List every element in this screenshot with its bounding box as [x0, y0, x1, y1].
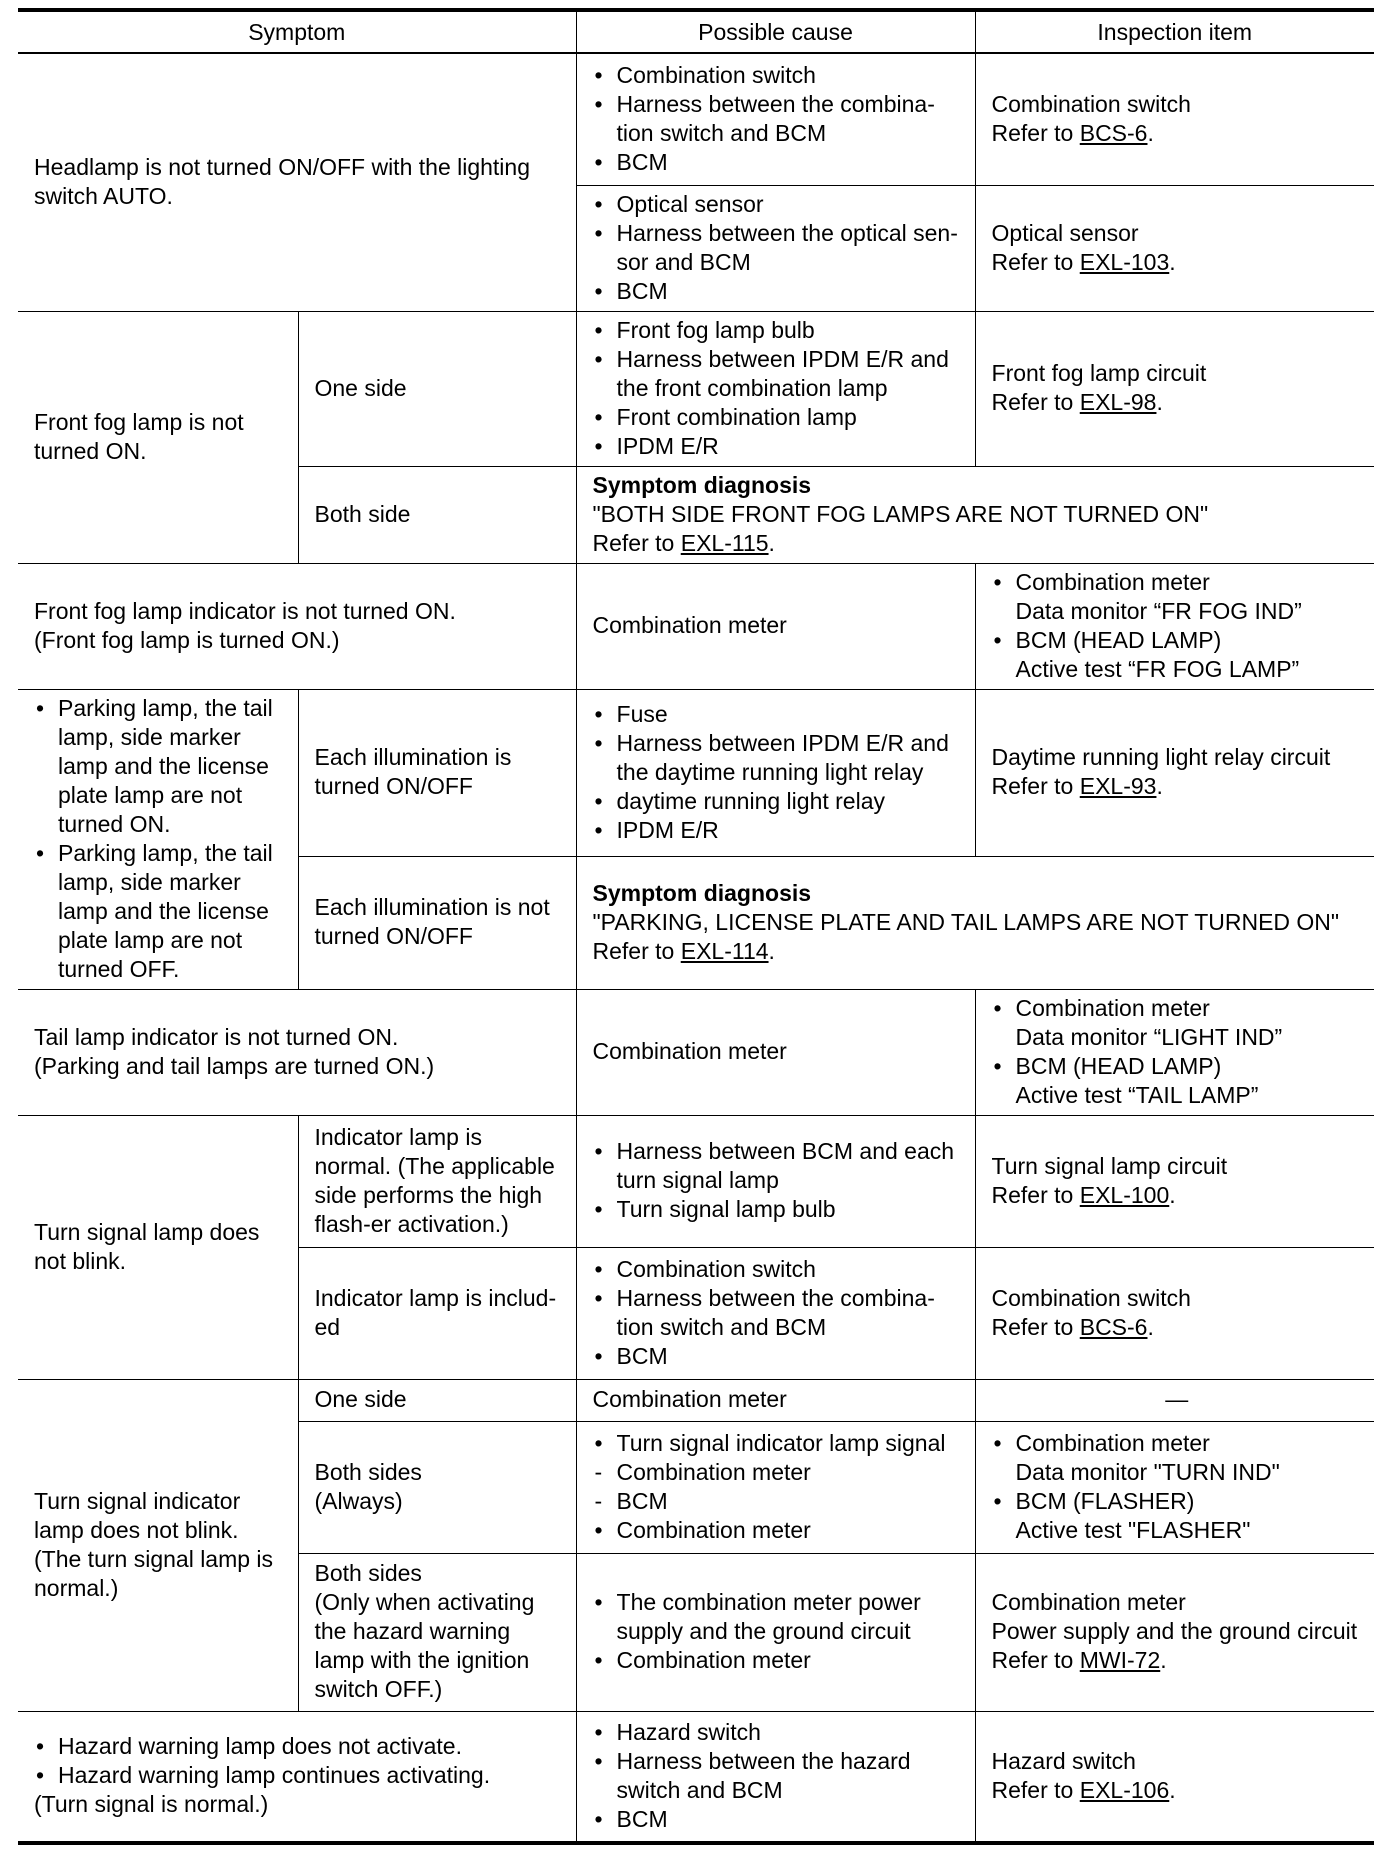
condition-text: Both sides — [314, 1458, 422, 1485]
reference-link[interactable]: EXL-100 — [1079, 1181, 1170, 1208]
table-row — [18, 1711, 1374, 1843]
inspection-title: Optical sensor — [991, 219, 1139, 246]
condition-text: One side — [314, 1386, 407, 1412]
bullet-text: BCM — [616, 1487, 668, 1514]
bullet-item — [34, 1761, 564, 1790]
cause-text: Combination meter — [592, 612, 787, 638]
bullet-item — [593, 1516, 963, 1545]
inspection-title: Turn signal lamp circuit — [991, 1152, 1228, 1179]
bullet-item — [593, 277, 963, 306]
inspection-cell — [975, 311, 1374, 466]
bullet-mark: • — [594, 700, 603, 727]
condition-cell — [298, 1379, 576, 1421]
cause-cell — [576, 989, 975, 1115]
bullet-item — [593, 345, 963, 403]
condition-text: Indicator lamp is normal. (The applicable side performs the high flash-er activation.) — [314, 1123, 555, 1237]
refer-to-label: Refer to — [592, 937, 681, 964]
bullet-mark: • — [594, 403, 603, 430]
bullet-mark: • — [36, 1762, 45, 1789]
diagnosis-sheet — [18, 8, 1374, 1845]
bullet-mark: • — [36, 694, 45, 721]
bullet-item — [593, 1747, 963, 1805]
bullet-mark: • — [594, 316, 603, 343]
inspection-title: Combination switch — [991, 1284, 1191, 1311]
inspection-cell — [975, 185, 1374, 311]
reference-link[interactable]: BCS-6 — [1079, 1313, 1148, 1340]
condition-text: One side — [314, 374, 407, 401]
inspection-subtitle: Power supply and the ground circuit — [991, 1618, 1358, 1644]
diagnosis-cell — [576, 466, 1374, 563]
bullet-mark: • — [594, 1284, 603, 1311]
refer-to-label: Refer to — [991, 119, 1080, 146]
bullet-text: Harness between the combina-tion switch and BCM — [616, 1284, 935, 1340]
reference-link[interactable]: EXL-115 — [680, 529, 769, 556]
bullet-text: Hazard warning lamp continues activating. — [58, 1762, 491, 1789]
bullet-text: BCM — [616, 1805, 668, 1832]
reference-link[interactable]: EXL-98 — [1079, 389, 1157, 415]
inspection-cell — [975, 1247, 1374, 1379]
condition-text: Both sides — [314, 1560, 422, 1586]
condition-cell — [298, 1115, 576, 1247]
symptom-list — [34, 1732, 564, 1790]
period: . — [1169, 1776, 1176, 1803]
reference-link[interactable]: EXL-103 — [1079, 248, 1170, 275]
cause-text: Combination meter — [592, 1038, 787, 1064]
inspection-detail: Data monitor “FR FOG IND” — [1015, 597, 1302, 624]
bullet-text: daytime running light relay — [616, 787, 885, 814]
bullet-mark: - — [594, 1487, 603, 1514]
bullet-text: BCM — [616, 148, 668, 175]
inspection-title: Combination meter — [1015, 994, 1210, 1021]
bullet-mark: • — [993, 1052, 1002, 1079]
bullet-mark: • — [594, 1255, 603, 1282]
bullet-item — [593, 61, 963, 90]
refer-to-label: Refer to — [991, 1313, 1080, 1340]
symptom-cell — [18, 563, 576, 689]
period: . — [1156, 389, 1163, 415]
bullet-item — [593, 190, 963, 219]
bullet-text: Harness between the optical sen-sor and BCM — [616, 219, 958, 275]
inspection-title: Combination switch — [991, 90, 1191, 117]
condition-cell — [298, 1421, 576, 1553]
inspection-item — [992, 568, 1363, 626]
bullet-mark: • — [594, 1429, 603, 1456]
bullet-text: Hazard switch — [616, 1718, 761, 1745]
bullet-item — [593, 90, 963, 148]
inspection-cell — [975, 1379, 1374, 1421]
period: . — [1147, 119, 1154, 146]
bullet-item — [593, 1718, 963, 1747]
bullet-item — [593, 787, 963, 816]
refer-to-label: Refer to — [991, 773, 1080, 800]
inspection-item — [992, 626, 1363, 684]
bullet-item — [593, 816, 963, 845]
inspection-cell — [975, 53, 1374, 185]
bullet-mark: • — [594, 1516, 603, 1543]
cause-cell — [576, 185, 975, 311]
bullet-mark: • — [594, 219, 603, 246]
cause-list — [593, 1588, 963, 1675]
bullet-item — [593, 1805, 963, 1834]
bullet-item — [593, 1342, 963, 1371]
bullet-mark: • — [594, 816, 603, 843]
bullet-mark: • — [594, 729, 603, 756]
inspection-list — [992, 994, 1363, 1110]
period: . — [1160, 1647, 1167, 1673]
symptom-note: (The turn signal lamp is normal.) — [34, 1545, 274, 1601]
cause-cell — [576, 1115, 975, 1247]
refer-to-label: Refer to — [592, 529, 681, 556]
symptom-note: (Parking and tail lamps are turned ON.) — [34, 1052, 435, 1079]
bullet-text: Harness between the hazard switch and BCM — [616, 1747, 911, 1803]
condition-text: Each illumination is turned ON/OFF — [314, 744, 512, 800]
inspection-item — [992, 1429, 1363, 1487]
bullet-text: Optical sensor — [616, 190, 764, 217]
inspection-cell — [975, 1421, 1374, 1553]
cause-header: Possible cause — [576, 10, 975, 53]
bullet-item — [593, 1588, 963, 1646]
symptom-cell — [18, 689, 298, 989]
symptom-header: Symptom — [18, 10, 576, 53]
table-row — [18, 563, 1374, 689]
inspection-title: Daytime running light relay circuit — [991, 744, 1331, 771]
bullet-mark: • — [993, 1487, 1002, 1514]
bullet-text: Turn signal indicator lamp signal — [616, 1429, 946, 1456]
inspection-item — [992, 1052, 1363, 1110]
cause-list — [593, 190, 963, 306]
bullet-text: Combination meter — [616, 1516, 811, 1543]
bullet-text: The combination meter power supply and the ground circuit — [616, 1589, 921, 1644]
symptom-diagnosis-label: Symptom diagnosis — [592, 879, 812, 906]
bullet-mark: • — [36, 839, 45, 866]
period: . — [1169, 1181, 1176, 1208]
inspection-item — [992, 994, 1363, 1052]
condition-text: Both side — [314, 500, 411, 527]
bullet-text: Combination switch — [616, 61, 816, 88]
bullet-text: Front combination lamp — [616, 403, 857, 430]
symptom-cell — [18, 311, 298, 563]
condition-cell — [298, 311, 576, 466]
bullet-text: Combination meter — [616, 1458, 811, 1485]
bullet-item — [593, 316, 963, 345]
cause-list — [593, 61, 963, 177]
reference-link[interactable]: EXL-106 — [1079, 1776, 1170, 1803]
symptom-text: Tail lamp indicator is not turned ON. — [34, 1023, 399, 1050]
refer-to-label: Refer to — [991, 1647, 1080, 1673]
condition-text: Each illumination is not turned ON/OFF — [314, 894, 550, 950]
inspection-detail: Active test "FLASHER" — [1015, 1516, 1251, 1543]
bullet-mark: • — [594, 432, 603, 459]
bullet-mark: • — [594, 1342, 603, 1369]
refer-to-label: Refer to — [991, 1776, 1080, 1803]
bullet-item — [34, 1732, 564, 1761]
bullet-text: IPDM E/R — [616, 432, 719, 459]
condition-note: (Only when activating the hazard warning lamp with the ignition switch OFF.) — [314, 1589, 535, 1702]
symptom-text: Front fog lamp is not turned ON. — [34, 408, 244, 464]
bullet-item — [34, 839, 286, 984]
bullet-mark: • — [594, 148, 603, 175]
inspection-detail: Active test “TAIL LAMP” — [1015, 1081, 1259, 1108]
bullet-item — [593, 1429, 963, 1458]
bullet-text: Parking lamp, the tail lamp, side marker lamp and the license plate lamp are not turned ON. — [58, 694, 273, 837]
inspection-header: Inspection item — [975, 10, 1374, 53]
period: . — [1147, 1313, 1154, 1340]
symptom-cell — [18, 1379, 298, 1711]
bullet-mark: • — [594, 1718, 603, 1745]
bullet-item — [593, 219, 963, 277]
bullet-text: Hazard warning lamp does not activate. — [58, 1733, 462, 1760]
inspection-detail: Data monitor “LIGHT IND” — [1015, 1023, 1283, 1050]
symptom-cell — [18, 1115, 298, 1379]
cause-list — [593, 1429, 963, 1545]
symptom-note: (Front fog lamp is turned ON.) — [34, 626, 340, 653]
bullet-mark: • — [594, 1747, 603, 1774]
bullet-item — [593, 729, 963, 787]
bullet-item — [593, 1646, 963, 1675]
bullet-text: Turn signal lamp bulb — [616, 1196, 836, 1222]
cause-cell — [576, 53, 975, 185]
bullet-text: Harness between IPDM E/R and the daytime running light relay — [616, 729, 949, 785]
bullet-mark: • — [594, 277, 603, 304]
diagnosis-quote: "PARKING, LICENSE PLATE AND TAIL LAMPS ARE NOT TURNED ON" — [592, 908, 1340, 935]
bullet-mark: • — [594, 190, 603, 217]
inspection-title: Combination meter — [991, 1589, 1186, 1615]
reference-link[interactable]: EXL-114 — [680, 937, 769, 964]
bullet-text: Combination switch — [616, 1255, 816, 1282]
inspection-cell — [975, 689, 1374, 856]
inspection-title: Combination meter — [1015, 1429, 1210, 1456]
cause-cell — [576, 1421, 975, 1553]
bullet-text: Front fog lamp bulb — [616, 316, 815, 343]
bullet-text: Harness between IPDM E/R and the front combination lamp — [616, 345, 949, 401]
bullet-mark: • — [594, 1805, 603, 1832]
inspection-cell — [975, 989, 1374, 1115]
bullet-item — [593, 700, 963, 729]
cause-text: Combination meter — [592, 1386, 787, 1412]
cause-list — [593, 316, 963, 461]
table-row — [18, 989, 1374, 1115]
bullet-item — [593, 1195, 963, 1224]
symptom-cell — [18, 989, 576, 1115]
period: . — [768, 529, 775, 556]
symptom-text: Front fog lamp indicator is not turned ON. — [34, 597, 456, 624]
bullet-item — [593, 1284, 963, 1342]
bullet-text: Parking lamp, the tail lamp, side marker lamp and the license plate lamp are not turned OFF. — [58, 839, 273, 982]
cause-list — [593, 700, 963, 845]
cause-cell — [576, 1379, 975, 1421]
symptom-table — [18, 8, 1374, 1845]
cause-cell — [576, 689, 975, 856]
reference-link[interactable]: BCS-6 — [1079, 119, 1148, 146]
diagnosis-quote: "BOTH SIDE FRONT FOG LAMPS ARE NOT TURNED ON" — [592, 500, 1209, 527]
cause-list — [593, 1255, 963, 1371]
bullet-mark: • — [36, 1733, 45, 1760]
table-row — [18, 311, 1374, 466]
bullet-mark: - — [594, 1458, 603, 1485]
inspection-title: BCM (HEAD LAMP) — [1015, 1052, 1222, 1079]
bullet-mark: • — [594, 1589, 603, 1615]
refer-to-label: Refer to — [991, 248, 1080, 275]
bullet-text: Fuse — [616, 700, 668, 727]
table-row — [18, 689, 1374, 856]
condition-note: (Always) — [314, 1487, 403, 1514]
inspection-list — [992, 568, 1363, 684]
condition-cell — [298, 1247, 576, 1379]
period: . — [1169, 248, 1176, 275]
bullet-mark: • — [594, 61, 603, 88]
bullet-text: Harness between the combina-tion switch and BCM — [616, 90, 935, 146]
symptom-text: Turn signal indicator lamp does not blink. — [34, 1487, 241, 1543]
bullet-item — [34, 694, 286, 839]
symptom-note: (Turn signal is normal.) — [34, 1791, 269, 1818]
bullet-mark: • — [594, 787, 603, 814]
bullet-mark: • — [594, 1196, 603, 1222]
symptom-diagnosis-label: Symptom diagnosis — [592, 471, 812, 498]
bullet-mark: • — [993, 994, 1002, 1021]
bullet-text: Harness between BCM and each turn signal lamp — [616, 1138, 955, 1193]
condition-cell — [298, 1553, 576, 1711]
table-row — [18, 1115, 1374, 1247]
bullet-mark: • — [594, 1647, 603, 1673]
inspection-cell — [975, 1711, 1374, 1843]
inspection-cell — [975, 1115, 1374, 1247]
bullet-item — [593, 432, 963, 461]
inspection-detail: Data monitor "TURN IND" — [1015, 1458, 1280, 1485]
table-row — [18, 1379, 1374, 1421]
bullet-item — [593, 1137, 963, 1195]
inspection-title: BCM (FLASHER) — [1015, 1487, 1195, 1514]
condition-text: Indicator lamp is includ-ed — [314, 1284, 557, 1340]
period: . — [1156, 773, 1163, 800]
cause-cell — [576, 1711, 975, 1843]
bullet-item — [593, 1487, 963, 1516]
bullet-item — [593, 1458, 963, 1487]
bullet-mark: • — [993, 568, 1002, 595]
inspection-detail: Active test “FR FOG LAMP” — [1015, 655, 1300, 682]
symptom-cell — [18, 53, 576, 311]
inspection-cell — [975, 563, 1374, 689]
inspection-list — [992, 1429, 1363, 1545]
cause-cell — [576, 1553, 975, 1711]
symptom-list — [34, 694, 286, 984]
inspection-title: Combination meter — [1015, 568, 1210, 595]
inspection-title: Hazard switch — [991, 1747, 1136, 1774]
not-applicable-dash: — — [1165, 1386, 1189, 1412]
table-row — [18, 53, 1374, 185]
reference-link[interactable]: EXL-93 — [1079, 773, 1157, 800]
cause-cell — [576, 1247, 975, 1379]
bullet-text: BCM — [616, 1342, 668, 1369]
symptom-text: Turn signal lamp does not blink. — [34, 1218, 260, 1274]
refer-to-label: Refer to — [991, 389, 1080, 415]
cause-list — [593, 1718, 963, 1834]
inspection-title: Front fog lamp circuit — [991, 360, 1207, 386]
bullet-mark: • — [993, 626, 1002, 653]
bullet-item — [593, 148, 963, 177]
header-row — [18, 10, 1374, 53]
inspection-item — [992, 1487, 1363, 1545]
cause-cell — [576, 311, 975, 466]
symptom-text: Headlamp is not turned ON/OFF with the lighting switch AUTO. — [34, 153, 531, 209]
inspection-title: BCM (HEAD LAMP) — [1015, 626, 1222, 653]
bullet-mark: • — [993, 1429, 1002, 1456]
inspection-cell — [975, 1553, 1374, 1711]
bullet-text: Combination meter — [616, 1647, 811, 1673]
period: . — [768, 937, 775, 964]
cause-cell — [576, 563, 975, 689]
diagnosis-cell — [576, 856, 1374, 989]
bullet-mark: • — [594, 345, 603, 372]
symptom-cell — [18, 1711, 576, 1843]
refer-to-label: Refer to — [991, 1181, 1080, 1208]
bullet-text: IPDM E/R — [616, 816, 719, 843]
bullet-mark: • — [594, 90, 603, 117]
bullet-item — [593, 1255, 963, 1284]
bullet-mark: • — [594, 1138, 603, 1164]
reference-link[interactable]: MWI-72 — [1079, 1647, 1161, 1673]
cause-list — [593, 1137, 963, 1224]
condition-cell — [298, 466, 576, 563]
condition-cell — [298, 689, 576, 856]
bullet-item — [593, 403, 963, 432]
condition-cell — [298, 856, 576, 989]
bullet-text: BCM — [616, 277, 668, 304]
